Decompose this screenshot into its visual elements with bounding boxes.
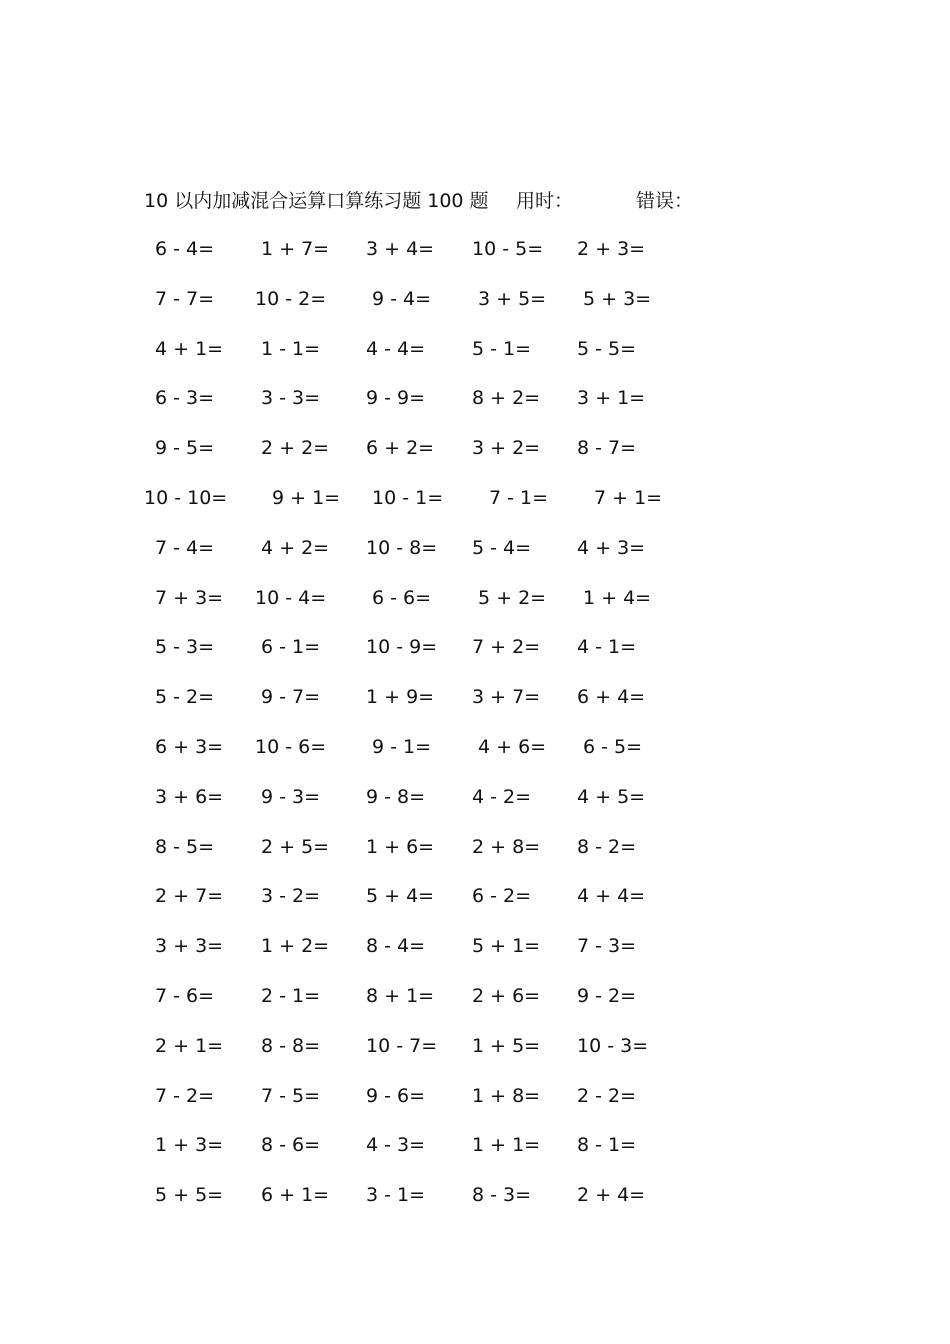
problem-r18-c2: 7 - 5= xyxy=(261,1084,321,1107)
problem-r7-c3: 10 - 8= xyxy=(366,536,438,559)
problem-r12-c3: 9 - 8= xyxy=(366,785,426,808)
errors-label: 错误： xyxy=(636,190,694,212)
problem-r9-c3: 10 - 9= xyxy=(366,636,438,659)
problem-r11-c5: 6 - 5= xyxy=(583,736,643,758)
problem-r17-c4: 1 + 5= xyxy=(472,1034,541,1057)
problem-r11-c1: 6 + 3= xyxy=(155,736,224,758)
problem-r12-c5: 4 + 5= xyxy=(577,785,646,808)
problem-r10-c2: 9 - 7= xyxy=(261,686,321,709)
problem-r6-c2: 9 + 1= xyxy=(272,487,341,509)
problem-r19-c1: 1 + 3= xyxy=(155,1134,224,1157)
problem-r4-c1: 6 - 3= xyxy=(155,387,215,410)
problem-r12-c4: 4 - 2= xyxy=(472,785,532,808)
problem-r8-c3: 6 - 6= xyxy=(372,586,432,609)
problem-r6-c4: 7 - 1= xyxy=(489,487,549,509)
problem-r19-c3: 4 - 3= xyxy=(366,1134,426,1157)
problem-r15-c3: 8 - 4= xyxy=(366,935,426,958)
problem-r16-c3: 8 + 1= xyxy=(366,985,435,1007)
problem-r6-c5: 7 + 1= xyxy=(594,487,663,509)
time-used-label: 用时： xyxy=(516,190,574,212)
problem-r16-c5: 9 - 2= xyxy=(577,985,637,1007)
problem-r3-c5: 5 - 5= xyxy=(577,337,637,360)
worksheet-header xyxy=(144,186,844,216)
problem-r7-c5: 4 + 3= xyxy=(577,536,646,559)
worksheet-title: 10 以内加减混合运算口算练习题 100 题 xyxy=(144,190,489,212)
problem-r2-c3: 9 - 4= xyxy=(372,287,432,310)
problem-r20-c1: 5 + 5= xyxy=(155,1184,224,1207)
problem-r16-c1: 7 - 6= xyxy=(155,985,215,1007)
problem-r11-c3: 9 - 1= xyxy=(372,736,432,758)
problem-r13-c4: 2 + 8= xyxy=(472,835,541,858)
problem-r8-c5: 1 + 4= xyxy=(583,586,652,609)
problem-r1-c5: 2 + 3= xyxy=(577,238,646,260)
problem-r4-c3: 9 - 9= xyxy=(366,387,426,410)
problem-r7-c4: 5 - 4= xyxy=(472,536,532,559)
problem-r17-c1: 2 + 1= xyxy=(155,1034,224,1057)
problem-r4-c5: 3 + 1= xyxy=(577,387,646,410)
problem-r18-c1: 7 - 2= xyxy=(155,1084,215,1107)
problem-r1-c4: 10 - 5= xyxy=(472,238,544,260)
problem-r19-c2: 8 - 6= xyxy=(261,1134,321,1157)
problem-r13-c1: 8 - 5= xyxy=(155,835,215,858)
problem-r10-c4: 3 + 7= xyxy=(472,686,541,709)
problem-r14-c2: 3 - 2= xyxy=(261,885,321,908)
problem-r5-c5: 8 - 7= xyxy=(577,437,637,460)
problem-r8-c4: 5 + 2= xyxy=(478,586,547,609)
problem-r18-c3: 9 - 6= xyxy=(366,1084,426,1107)
problem-r3-c2: 1 - 1= xyxy=(261,337,321,360)
problem-r14-c5: 4 + 4= xyxy=(577,885,646,908)
problem-r14-c1: 2 + 7= xyxy=(155,885,224,908)
problem-r15-c2: 1 + 2= xyxy=(261,935,330,958)
problem-r20-c4: 8 - 3= xyxy=(472,1184,532,1207)
problem-r2-c1: 7 - 7= xyxy=(155,287,215,310)
problem-r5-c1: 9 - 5= xyxy=(155,437,215,460)
problem-r18-c4: 1 + 8= xyxy=(472,1084,541,1107)
problem-r16-c2: 2 - 1= xyxy=(261,985,321,1007)
problem-r12-c1: 3 + 6= xyxy=(155,785,224,808)
problem-r4-c2: 3 - 3= xyxy=(261,387,321,410)
problem-r20-c5: 2 + 4= xyxy=(577,1184,646,1207)
problem-r14-c3: 5 + 4= xyxy=(366,885,435,908)
problem-r6-c1: 10 - 10= xyxy=(144,487,228,509)
problem-r3-c3: 4 - 4= xyxy=(366,337,426,360)
problem-r4-c4: 8 + 2= xyxy=(472,387,541,410)
problem-r1-c3: 3 + 4= xyxy=(366,238,435,260)
problem-r15-c4: 5 + 1= xyxy=(472,935,541,958)
problem-r15-c5: 7 - 3= xyxy=(577,935,637,958)
problem-r19-c5: 8 - 1= xyxy=(577,1134,637,1157)
problem-r16-c4: 2 + 6= xyxy=(472,985,541,1007)
problem-r2-c2: 10 - 2= xyxy=(255,287,327,310)
problem-r6-c3: 10 - 1= xyxy=(372,487,444,509)
problem-r17-c2: 8 - 8= xyxy=(261,1034,321,1057)
problem-r1-c2: 1 + 7= xyxy=(261,238,330,260)
problem-r17-c5: 10 - 3= xyxy=(577,1034,649,1057)
problem-r1-c1: 6 - 4= xyxy=(155,238,215,260)
problem-r3-c1: 4 + 1= xyxy=(155,337,224,360)
problem-r8-c2: 10 - 4= xyxy=(255,586,327,609)
problem-r12-c2: 9 - 3= xyxy=(261,785,321,808)
problem-r13-c3: 1 + 6= xyxy=(366,835,435,858)
problem-r15-c1: 3 + 3= xyxy=(155,935,224,958)
problem-r9-c2: 6 - 1= xyxy=(261,636,321,659)
problem-r17-c3: 10 - 7= xyxy=(366,1034,438,1057)
problem-r5-c2: 2 + 2= xyxy=(261,437,330,460)
problem-r10-c1: 5 - 2= xyxy=(155,686,215,709)
problem-r5-c4: 3 + 2= xyxy=(472,437,541,460)
problem-r3-c4: 5 - 1= xyxy=(472,337,532,360)
problem-r11-c4: 4 + 6= xyxy=(478,736,547,758)
problem-r9-c1: 5 - 3= xyxy=(155,636,215,659)
problem-r9-c4: 7 + 2= xyxy=(472,636,541,659)
problem-r20-c2: 6 + 1= xyxy=(261,1184,330,1207)
problem-r19-c4: 1 + 1= xyxy=(472,1134,541,1157)
problem-r13-c5: 8 - 2= xyxy=(577,835,637,858)
problem-r20-c3: 3 - 1= xyxy=(366,1184,426,1207)
problem-r14-c4: 6 - 2= xyxy=(472,885,532,908)
problem-r2-c4: 3 + 5= xyxy=(478,287,547,310)
problem-r2-c5: 5 + 3= xyxy=(583,287,652,310)
problem-r8-c1: 7 + 3= xyxy=(155,586,224,609)
problem-r10-c5: 6 + 4= xyxy=(577,686,646,709)
problem-r11-c2: 10 - 6= xyxy=(255,736,327,758)
problem-r10-c3: 1 + 9= xyxy=(366,686,435,709)
problem-r9-c5: 4 - 1= xyxy=(577,636,637,659)
problem-r7-c2: 4 + 2= xyxy=(261,536,330,559)
problem-r5-c3: 6 + 2= xyxy=(366,437,435,460)
problem-r13-c2: 2 + 5= xyxy=(261,835,330,858)
problem-r7-c1: 7 - 4= xyxy=(155,536,215,559)
problem-r18-c5: 2 - 2= xyxy=(577,1084,637,1107)
